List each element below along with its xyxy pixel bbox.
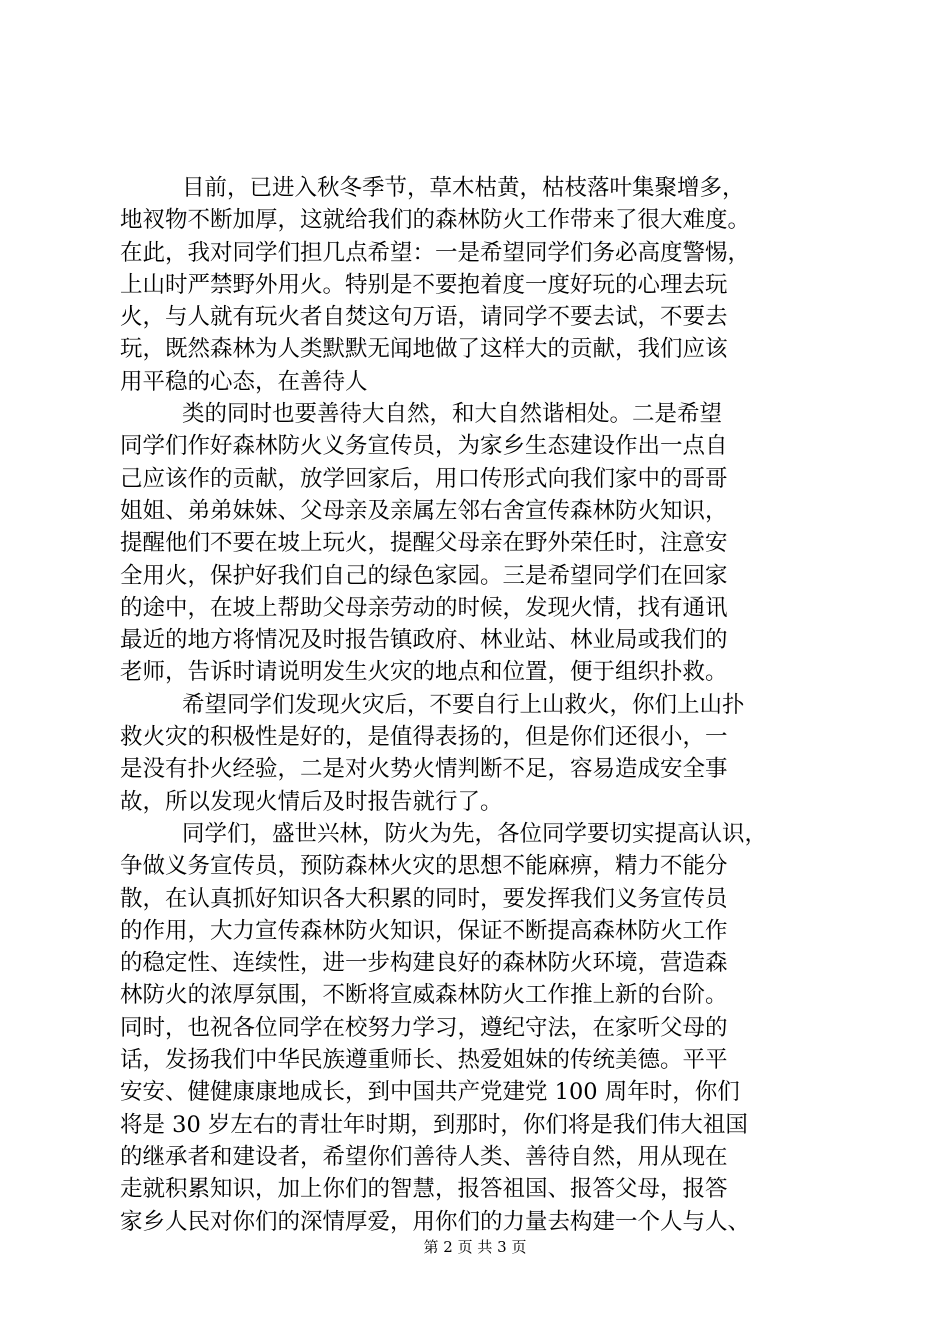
- text-line: 安安、健健康康地成长，到中国共产党建党 100 周年时，你们: [120, 1079, 740, 1106]
- text-line: 走就积累知识，加上你们的智慧，报答祖国、报答父母，报答: [120, 1176, 728, 1203]
- document-body: [120, 172, 840, 1238]
- text-line: 救火灾的积极性是好的，是值得表扬的，但是你们还很小，一: [120, 724, 728, 751]
- text-line: 散，在认真抓好知识各大积累的同时，要发挥我们义务宣传员: [120, 885, 728, 912]
- paragraph-first-line: 目前，已进入秋冬季节，草木枯黄，枯枝落叶集聚增多，: [182, 175, 745, 201]
- text-line: 用平稳的心态，在善待人: [120, 368, 368, 395]
- text-line: 老师，告诉时请说明发生火灾的地点和位置，便于组织扑救。: [120, 659, 728, 686]
- text-line: 的稳定性、连续性，进一步构建良好的森林防火环境，营造森: [120, 950, 728, 977]
- text-line: 全用火，保护好我们自己的绿色家园。三是希望同学们在回家: [120, 562, 728, 589]
- paragraph-first-line: 希望同学们发现火灾后，不要自行上山救火，你们上山扑: [182, 691, 745, 718]
- text-line: 争做义务宣传员，预防森林火灾的思想不能麻痹，精力不能分: [120, 853, 728, 880]
- text-line: 上山时严禁野外用火。特别是不要抱着度一度好玩的心理去玩: [120, 271, 728, 298]
- paragraph-first-line: 同学们，盛世兴林，防火为先，各位同学要切实提高认识，: [182, 820, 768, 847]
- text-line: 己应该作的贡献，放学回家后，用口传形式向我们家中的哥哥: [120, 465, 728, 492]
- page-number-label: 第 2 页 共 3 页: [423, 1238, 527, 1256]
- text-line: 将是 30 岁左右的青壮年时期，到那时，你们将是我们伟大祖国: [120, 1111, 748, 1138]
- text-line: 话，发扬我们中华民族遵重师长、热爱姐妹的传统美德。平平: [120, 1047, 728, 1074]
- text-line: 最近的地方将情况及时报告镇政府、林业站、林业局或我们的: [120, 627, 728, 654]
- text-line: 在此，我对同学们担几点希望：一是希望同学们务必高度警惕，: [120, 239, 751, 266]
- page-footer: [0, 1237, 950, 1257]
- text-line: 姐姐、弟弟妹妹、父母亲及亲属左邻右舍宣传森林防火知识，: [120, 497, 728, 524]
- text-line: 玩，既然森林为人类默默无闻地做了这样大的贡献，我们应该: [120, 336, 728, 363]
- text-line: 是没有扑火经验，二是对火势火情判断不足，容易造成安全事: [120, 756, 728, 783]
- text-line: 地衩物不断加厚，这就给我们的森林防火工作带来了很大难度。: [120, 207, 751, 234]
- text-line: 的作用，大力宣传森林防火知识，保证不断提高森林防火工作: [120, 917, 728, 944]
- text-line: 故，所以发现火情后及时报告就行了。: [120, 788, 503, 815]
- text-line: 提醒他们不要在坡上玩火，提醒父母亲在野外荣任时，注意安: [120, 530, 728, 557]
- paragraph-first-line: 类的同时也要善待大自然，和大自然谐相处。二是希望: [182, 401, 723, 428]
- text-line: 火，与人就有玩火者自焚这句万语，请同学不要去试，不要去: [120, 304, 728, 331]
- text-line: 家乡人民对你们的深情厚爱，用你们的力量去构建一个人与人、: [120, 1208, 751, 1235]
- text-line: 的继承者和建设者，希望你们善待人类、善待自然，用从现在: [120, 1143, 728, 1170]
- text-line: 同时，也祝各位同学在校努力学习，遵纪守法，在家听父母的: [120, 1014, 728, 1041]
- text-line: 同学们作好森林防火义务宣传员，为家乡生态建设作出一点自: [120, 433, 728, 460]
- text-line: 林防火的浓厚氛围，不断将宣威森林防火工作推上新的台阶。: [120, 982, 728, 1009]
- text-line: 的途中，在坡上帮助父母亲劳动的时候，发现火情，找有通讯: [120, 594, 728, 621]
